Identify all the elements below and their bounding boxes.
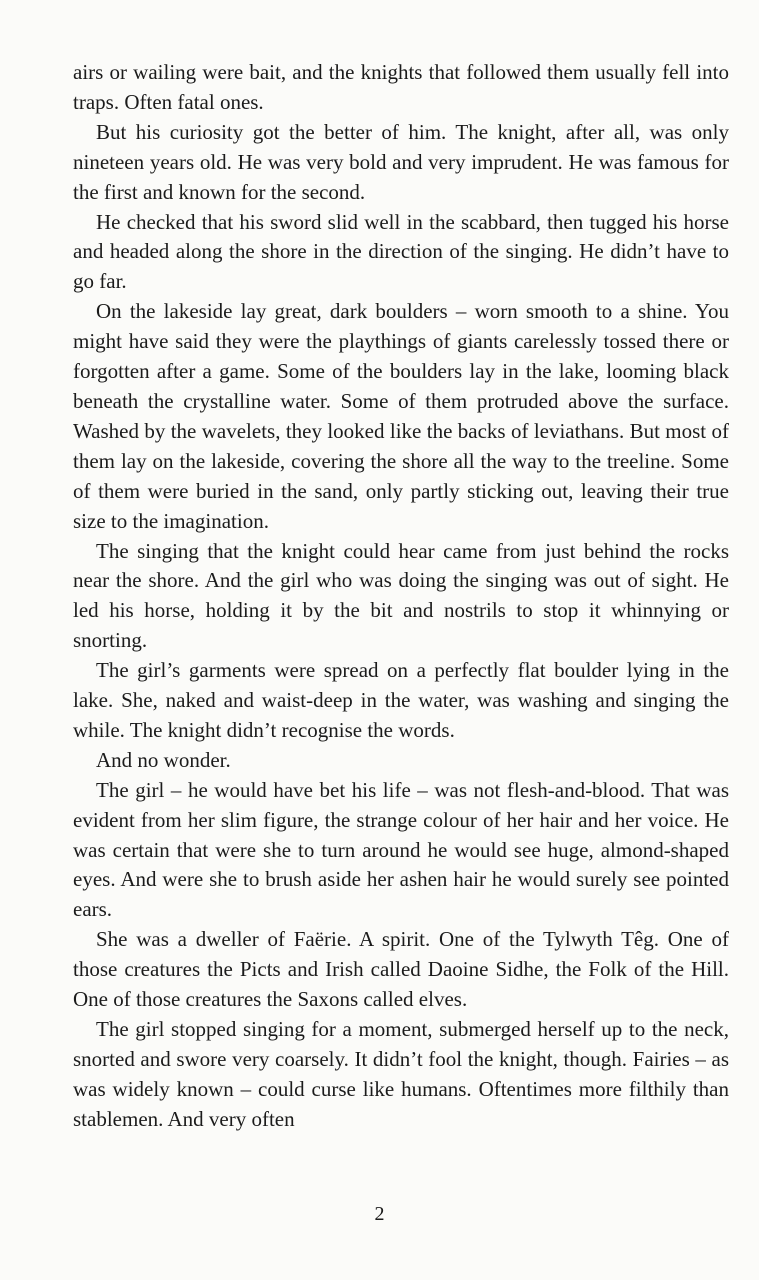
paragraph: On the lakeside lay great, dark boulders – worn smooth to a shine. You might have said they were the playthings of giants carelessly tossed there or forgotten after a game. Some of the boulders lay in the lake, looming black beneath the crystalline water. Some of them protruded above the surface. Washed by the wavelets, they looked like the backs of leviathans. But most of them lay on the lakeside, covering the shore all the way to the treeline. Some of them were buried in the sand, only partly sticking out, leaving their true size to the imagination.: [73, 299, 729, 533]
paragraph: She was a dweller of Faërie. A spirit. One of the Tylwyth Têg. One of those creatures the Picts and Irish called Daoine Sidhe, the Folk of the Hill. One of those creatures the Saxons called elves.: [73, 927, 729, 1012]
paragraph: The girl stopped singing for a moment, submerged herself up to the neck, snorted and swore very coarsely. It didn’t fool the knight, though. Fairies – as was widely known – could curse like humans. Oftentimes more filthily than stablemen. And very often: [73, 1017, 729, 1131]
paragraph: The girl – he would have bet his life – was not flesh-and-blood. That was evident from her slim figure, the strange colour of her hair and her voice. He was certain that were she to turn around he would see huge, almond-shaped eyes. And were she to brush aside her ashen hair he would surely see pointed ears.: [73, 777, 729, 922]
paragraph: But his curiosity got the better of him. The knight, after all, was only nineteen years old. He was very bold and very imprudent. He was famous for the first and known for the second.: [73, 119, 729, 204]
paragraph: And no wonder.: [96, 747, 231, 772]
paragraph: airs or wailing were bait, and the knights that followed them usually fell into traps. Often fatal ones.: [73, 60, 729, 114]
page-body: [73, 58, 729, 1135]
paragraph: He checked that his sword slid well in the scabbard, then tugged his horse and headed along the shore in the direction of the singing. He didn’t have to go far.: [73, 209, 729, 294]
paragraph: The singing that the knight could hear came from just behind the rocks near the shore. And the girl who was doing the singing was out of sight. He led his horse, holding it by the bit and nostrils to stop it whinnying or snorting.: [73, 538, 729, 653]
paragraph: The girl’s garments were spread on a perfectly flat boulder lying in the lake. She, naked and waist-deep in the water, was washing and singing the while. The knight didn’t recognise the words.: [73, 658, 729, 742]
page-number: 2: [374, 1203, 385, 1225]
